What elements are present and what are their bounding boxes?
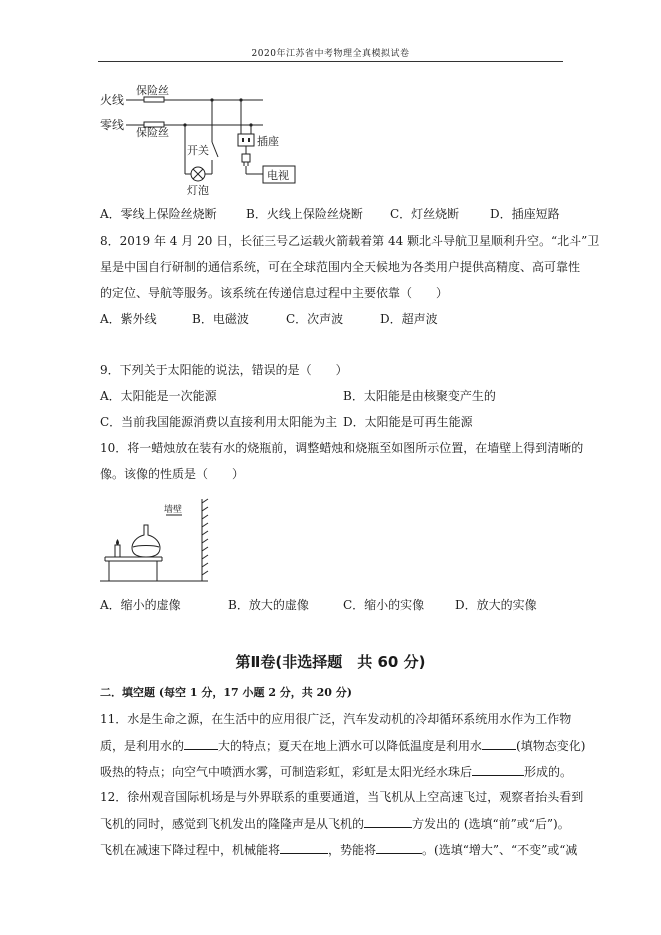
q8-stem-line-1: 8．2019 年 4 月 20 日，长征三号乙运载火箭载着第 44 颗北斗导航卫星顺利升空。“北斗”卫 xyxy=(100,234,600,248)
q11-text-a: 质，是利用水的 xyxy=(100,739,185,753)
q12-line-1: 12．徐州观音国际机场是与外界联系的重要通道，当飞机从上空高速飞过，观察者抬头看到 xyxy=(100,790,584,804)
q12-text-a: 飞机的同时，感觉到飞机发出的隆隆声是从飞机的 xyxy=(100,817,365,831)
header-rule xyxy=(98,61,563,62)
q11-text-c: (填物态变化) xyxy=(516,739,586,753)
q9-option-a: A．太阳能是一次能源 xyxy=(100,389,217,403)
q7-option-d: D．插座短路 xyxy=(490,207,560,221)
q8-option-c: C．次声波 xyxy=(286,312,344,326)
q9-option-d: D．太阳能是可再生能源 xyxy=(343,415,473,429)
section-2-subtitle: 二．填空题 (每空 1 分，17 小题 2 分，共 20 分) xyxy=(100,686,352,699)
q12-line-3 xyxy=(100,841,577,858)
bulb-label: 灯泡 xyxy=(187,184,209,197)
fuse2-label: 保险丝 xyxy=(136,126,169,139)
q10-option-d: D．放大的实像 xyxy=(455,598,537,612)
circuit-diagram xyxy=(98,82,298,198)
wall-label: 墙壁 xyxy=(164,505,183,515)
q11-blank-1[interactable] xyxy=(184,737,218,750)
q11-text-e: 形成的。 xyxy=(524,765,573,779)
section-2-title: 第Ⅱ卷(非选择题 共 60 分) xyxy=(235,653,426,671)
q11-text-d: 吸热的特点；向空气中喷洒水雾，可制造彩虹，彩虹是太阳光经水珠后 xyxy=(100,765,473,779)
q7-option-c: C．灯丝烧断 xyxy=(390,207,460,221)
q8-stem-line-3: 的定位、导航等服务。该系统在传递信息过程中主要依靠（ ） xyxy=(100,286,449,300)
q7-option-a: A．零线上保险丝烧断 xyxy=(100,207,217,221)
q12-text-c: 飞机在减速下降过程中，机械能将 xyxy=(100,843,281,857)
q12-blank-1[interactable] xyxy=(364,815,412,828)
q12-text-e: 。(选填“增大”、“不变”或“减 xyxy=(422,843,578,857)
live-wire-label: 火线 xyxy=(100,93,125,107)
q11-line-2 xyxy=(100,737,585,754)
q10-stem-line-2: 像。该像的性质是（ ） xyxy=(100,467,245,481)
q9-option-c: C．当前我国能源消费以直接利用太阳能为主 xyxy=(100,415,338,429)
fuse1-label: 保险丝 xyxy=(136,84,169,97)
q11-blank-2[interactable] xyxy=(482,737,516,750)
q10-stem-line-1: 10．将一蜡烛放在装有水的烧瓶前，调整蜡烛和烧瓶至如图所示位置，在墙壁上得到清晰的 xyxy=(100,441,584,455)
q11-blank-3[interactable] xyxy=(472,763,524,776)
q10-option-b: B．放大的虚像 xyxy=(228,598,309,612)
q10-option-a: A．缩小的虚像 xyxy=(100,598,181,612)
page-header: 2020年江苏省中考物理全真模拟试卷 xyxy=(251,49,410,59)
q12-line-2 xyxy=(100,815,570,832)
socket-label: 插座 xyxy=(257,135,279,148)
q11-text-b: 大的特点；夏天在地上洒水可以降低温度是利用水 xyxy=(218,739,483,753)
switch-label: 开关 xyxy=(187,144,209,157)
q8-stem-line-2: 星是中国自行研制的通信系统，可在全球范围内全天候地为各类用户提供高精度、高可靠性 xyxy=(100,260,581,274)
q7-option-b: B．火线上保险丝烧断 xyxy=(246,207,363,221)
tv-label: 电视 xyxy=(267,169,289,182)
q9-stem: 9．下列关于太阳能的说法，错误的是（ ） xyxy=(100,363,348,377)
q8-option-b: B．电磁波 xyxy=(192,312,249,326)
q11-line-1: 11．水是生命之源，在生活中的应用很广泛，汽车发动机的冷却循环系统用水作为工作物 xyxy=(100,712,572,726)
q12-blank-2[interactable] xyxy=(280,841,328,854)
neutral-wire-label: 零线 xyxy=(100,118,125,132)
q12-text-b: 方发出的 (选填“前”或“后”)。 xyxy=(412,817,570,831)
q9-option-b: B．太阳能是由核聚变产生的 xyxy=(343,389,496,403)
q8-option-d: D．超声波 xyxy=(380,312,438,326)
q11-line-3 xyxy=(100,763,572,780)
q10-option-c: C．缩小的实像 xyxy=(343,598,425,612)
candle-flask-diagram xyxy=(100,495,220,585)
q12-blank-3[interactable] xyxy=(376,841,422,854)
q12-text-d: ，势能将 xyxy=(328,843,377,857)
q8-option-a: A．紫外线 xyxy=(100,312,157,326)
